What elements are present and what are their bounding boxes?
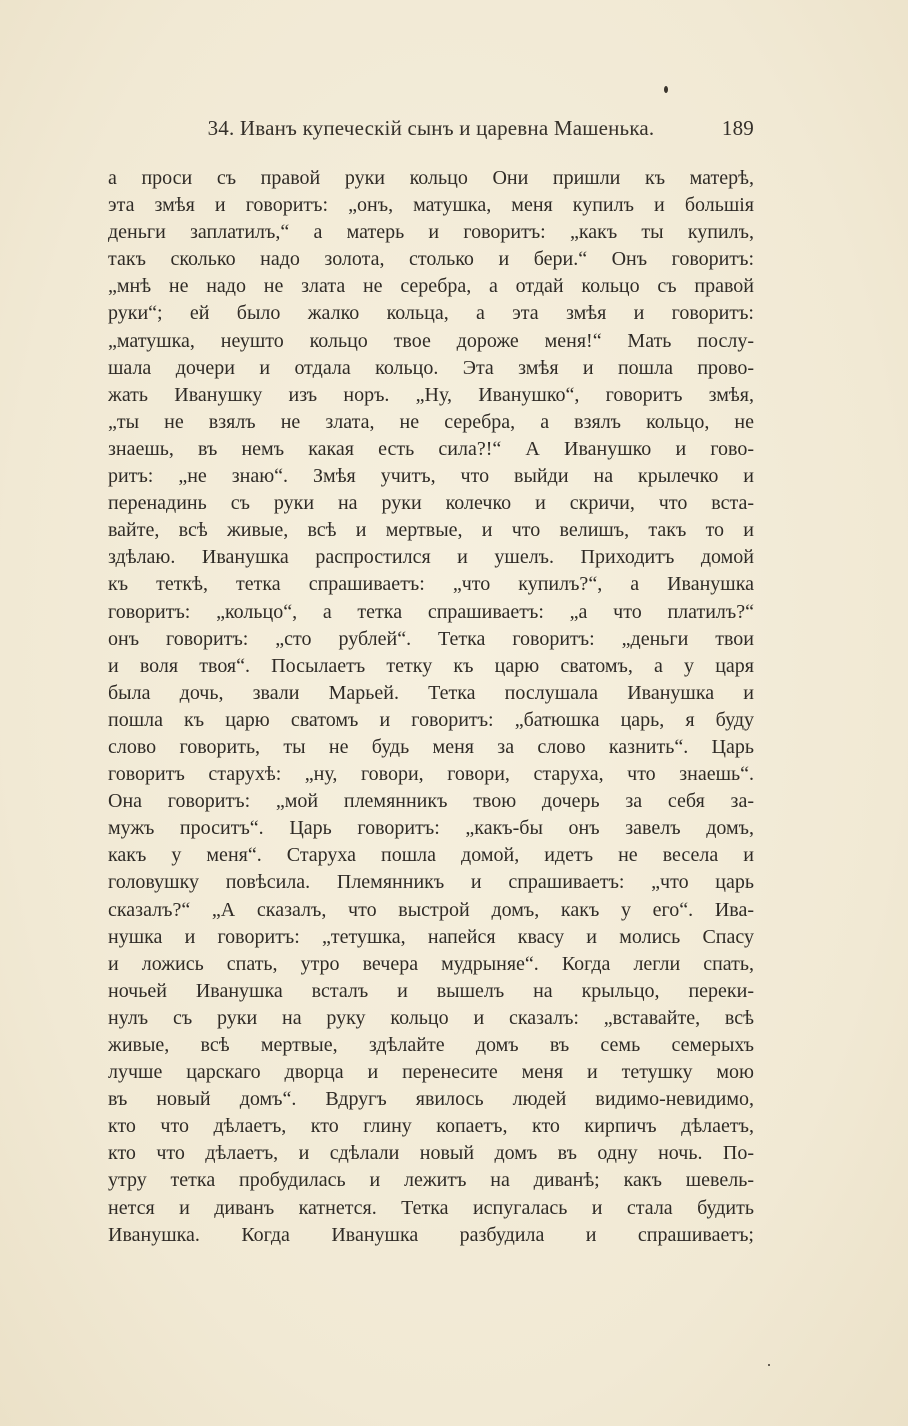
text-line: какъ у меня“. Старуха пошла домой, идетъ не весела и xyxy=(108,844,754,867)
text-line: сказалъ?“ „А сказалъ, что выстрой домъ, какъ у его“. Ива- xyxy=(108,898,754,921)
page-number: 189 xyxy=(721,116,754,140)
text-line: Иванушка. Когда Иванушка разбудила и спрашиваетъ; xyxy=(108,1223,754,1246)
text-line: лучше царскаго дворца и перенесите меня и тетушку мою xyxy=(108,1061,754,1084)
text-line: слово говорить, ты не будь меня за слово казнить“. Царь xyxy=(108,735,754,758)
text-line: деньги заплатилъ,“ а матерь и говоритъ: „какъ ты купилъ, xyxy=(108,221,754,244)
running-header xyxy=(108,116,754,144)
text-line: такъ сколько надо золота, столько и бери.“ Онъ говоритъ: xyxy=(108,248,754,271)
text-line: жать Иванушку изъ норъ. „Ну, Иванушко“, говоритъ змѣя, xyxy=(108,383,754,406)
text-line: живые, всѣ мертвые, здѣлайте домъ въ семь семерыхъ xyxy=(108,1034,754,1056)
text-line: и ложись спать, утро вечера мудрыняе“. Когда легли спать, xyxy=(108,952,754,975)
text-line: утру тетка пробудилась и лежитъ на диванѣ; какъ шевель- xyxy=(108,1169,754,1192)
text-line: нулъ съ руки на руку кольцо и сказалъ: „вставайте, всѣ xyxy=(108,1006,754,1029)
text-line: кто что дѣлаетъ, кто глину копаетъ, кто кирпичъ дѣлаетъ, xyxy=(108,1115,754,1138)
text-line: головушку повѣсила. Племянникъ и спрашиваетъ: „что царь xyxy=(108,871,754,894)
text-line: „мнѣ не надо не злата не серебра, а отдай кольцо съ правой xyxy=(108,275,754,298)
text-line: „ты не взялъ не злата, не серебра, а взялъ кольцо, не xyxy=(108,410,754,433)
ink-speck xyxy=(768,1364,770,1366)
text-line: къ теткѣ, тетка спрашиваетъ: „что купилъ?“, а Иванушка xyxy=(108,573,754,596)
text-line: нушка и говоритъ: „тетушка, напейся квасу и молись Спасу xyxy=(108,925,754,948)
chapter-title: 34. Иванъ купеческій сынъ и царевна Машенька. xyxy=(207,116,655,140)
text-line: пошла къ царю сватомъ и говоритъ: „батюшка царь, я буду xyxy=(108,708,754,731)
text-line: а проси съ правой руки кольцо Они пришли къ матерѣ, xyxy=(108,167,754,189)
text-line: въ новый домъ“. Вдругъ явилось людей видимо-невидимо, xyxy=(108,1088,754,1111)
text-line: онъ говоритъ: „сто рублей“. Тетка говоритъ: „деньги твои xyxy=(108,627,754,650)
body-text xyxy=(108,165,754,1249)
text-line: руки“; ей было жалко кольца, а эта змѣя и говоритъ: xyxy=(108,302,754,325)
text-line: кто что дѣлаетъ, и сдѣлали новый домъ въ одну ночь. По- xyxy=(108,1142,754,1165)
text-line: говоритъ старухѣ: „ну, говори, говори, старуха, что знаешь“. xyxy=(108,763,754,786)
text-line: была дочь, звали Марьей. Тетка послушала Иванушка и xyxy=(108,681,754,704)
text-line: нется и диванъ катнется. Тетка испугалась и стала будить xyxy=(108,1196,754,1219)
text-line: ночьей Иванушка всталъ и вышелъ на крыльцо, переки- xyxy=(108,979,754,1002)
text-line: вайте, всѣ живые, всѣ и мертвые, и что велишъ, такъ то и xyxy=(108,519,754,542)
ink-speck xyxy=(664,86,668,93)
text-line: Она говоритъ: „мой племянникъ твою дочерь за себя за- xyxy=(108,790,754,813)
text-line: эта змѣя и говоритъ: „онъ, матушка, меня купилъ и большія xyxy=(108,194,754,217)
text-line: и воля твоя“. Посылаетъ тетку къ царю сватомъ, а у царя xyxy=(108,654,754,677)
text-line: ритъ: „не знаю“. Змѣя учитъ, что выйди на крылечко и xyxy=(108,465,754,488)
text-line: шала дочери и отдала кольцо. Эта змѣя и пошла прово- xyxy=(108,356,754,379)
text-line: „матушка, неушто кольцо твое дороже меня!“ Мать послу- xyxy=(108,329,754,352)
text-line: говоритъ: „кольцо“, а тетка спрашиваетъ: „а что платилъ?“ xyxy=(108,600,754,623)
text-line: здѣлаю. Иванушка распростился и ушелъ. Приходитъ домой xyxy=(108,546,754,569)
text-line: мужъ проситъ“. Царь говоритъ: „какъ-бы онъ завелъ домъ, xyxy=(108,817,754,840)
text-line: перенадинь съ руки на руки колечко и скричи, что вста- xyxy=(108,492,754,515)
text-line: знаешь, въ немъ какая есть сила?!“ А Иванушко и гово- xyxy=(108,437,754,460)
